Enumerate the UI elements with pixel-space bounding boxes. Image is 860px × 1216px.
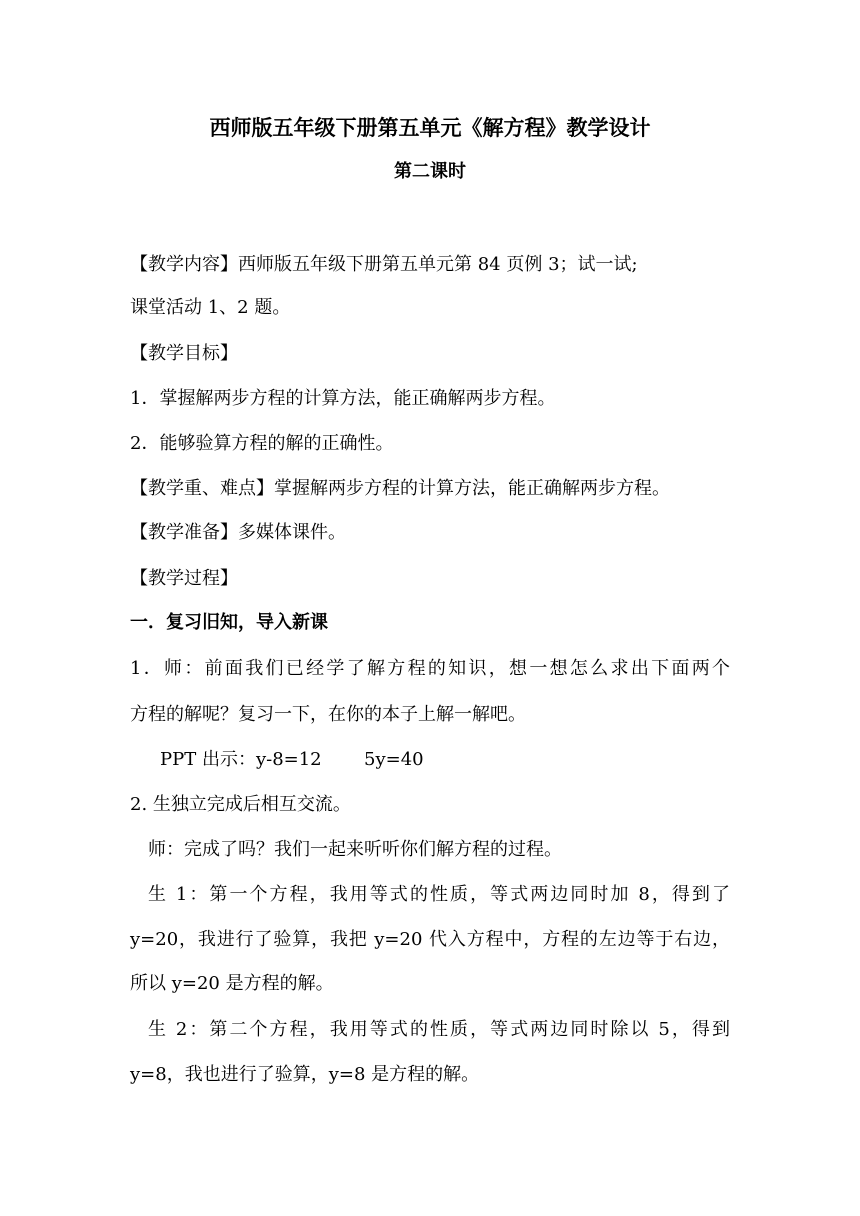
ppt-equation-2: 5y=40 [364, 749, 424, 770]
student-exchange-line: 2. 生独立完成后相互交流。 [130, 794, 351, 815]
teacher-prompt-line: 师：完成了吗？我们一起来听听你们解方程的过程。 [148, 839, 562, 860]
teaching-content-line: 【教学内容】西师版五年级下册第五单元第 84 页例 3；试一试; [130, 254, 638, 275]
teaching-goals-heading: 【教学目标】 [130, 343, 238, 364]
key-difficulty-line: 【教学重、难点】掌握解两步方程的计算方法，能正确解两步方程。 [130, 478, 670, 499]
document-subtitle: 第二课时 [394, 161, 466, 182]
goal-item-2: 2．能够验算方程的解的正确性。 [130, 433, 394, 454]
teacher-question-line-2: 方程的解呢？复习一下，在你的本子上解一解吧。 [130, 704, 526, 725]
goal-item-1: 1．掌握解两步方程的计算方法，能正确解两步方程。 [130, 388, 556, 409]
teaching-content-continued: 课堂活动 1、2 题。 [130, 297, 291, 318]
process-heading: 【教学过程】 [130, 568, 238, 589]
student-1-line-1: 生 1：第一个方程，我用等式的性质，等式两边同时加 8，得到了 [148, 884, 730, 905]
section-heading-review: 一．复习旧知，导入新课 [130, 612, 328, 633]
student-2-line-2: y=8，我也进行了验算，y=8 是方程的解。 [130, 1064, 480, 1085]
preparation-line: 【教学准备】多媒体课件。 [130, 522, 346, 543]
student-2-line-1: 生 2：第二个方程，我用等式的性质，等式两边同时除以 5，得到 [148, 1019, 730, 1040]
teacher-question-line-1: 1．师：前面我们已经学了解方程的知识，想一想怎么求出下面两个 [130, 658, 730, 679]
student-1-line-2: y=20，我进行了验算，我把 y=20 代入方程中，方程的左边等于右边， [130, 929, 730, 950]
student-1-line-3: 所以 y=20 是方程的解。 [130, 973, 334, 994]
ppt-equation-1: PPT 出示：y-8=12 [160, 749, 322, 770]
document-title: 西师版五年级下册第五单元《解方程》教学设计 [209, 116, 651, 140]
